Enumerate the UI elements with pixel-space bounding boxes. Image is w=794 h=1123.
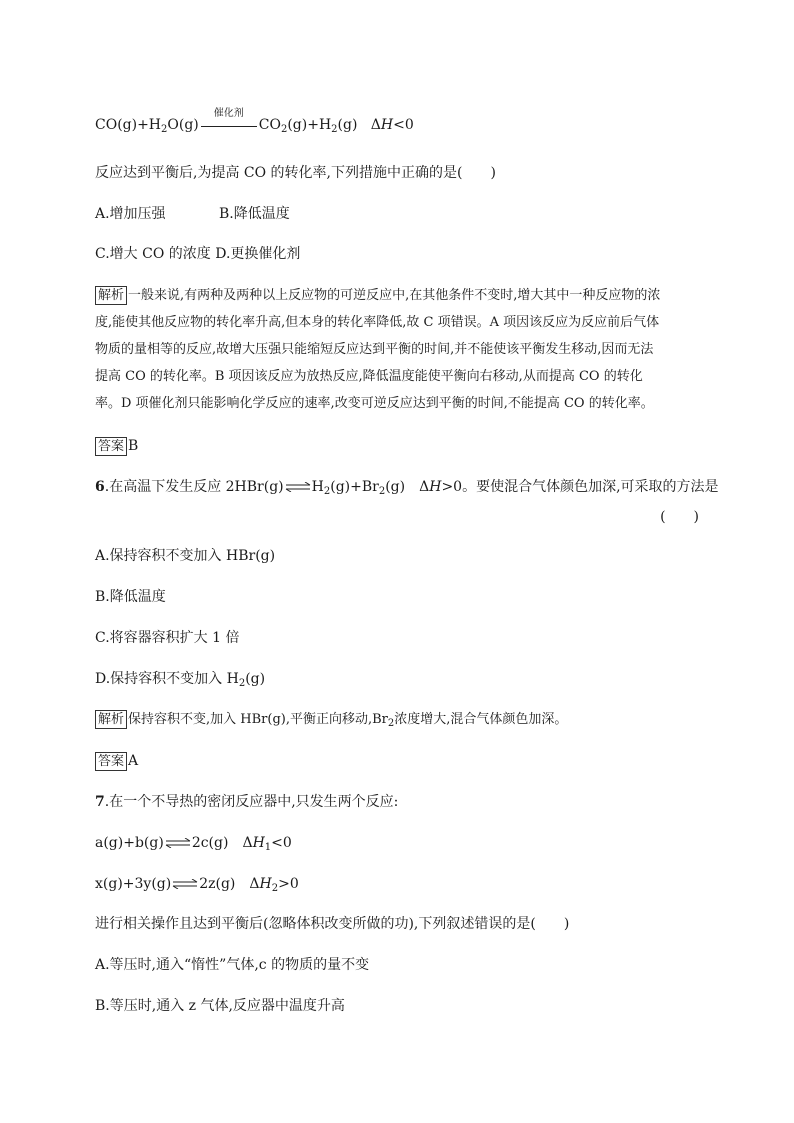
q5-answer-value: B <box>128 438 139 454</box>
equilibrium-arrow-icon <box>285 482 311 492</box>
q6-analysis: 解析 保持容积不变,加入 HBr(g),平衡正向移动$,Br_2$浓度增大,混合气体颜色加深。 <box>95 710 567 730</box>
q5-analysis-line-2: 度,能使其他反应物的转化率升高,但本身的转化率降低,故 C 项错误。A 项因该反应为反应前后气体 <box>95 315 660 330</box>
catalyst-arrow <box>201 108 257 132</box>
q5-analysis-line-3: 物质的量相等的反应,故增大压强只能缩短反应达到平衡的时间,并不能使该平衡发生移动,因而无法 <box>95 342 654 357</box>
q6-option-b: B.降低温度 <box>95 589 166 605</box>
equation-co-water: $CO(g)+H_2O(g)$ 催化剂 $CO_2(g)+H_2(g)$ ΔH<0 <box>95 108 414 135</box>
equilibrium-arrow-icon <box>165 838 191 848</box>
analysis-tag: 解析 <box>95 286 127 305</box>
q7-option-b: B.等压时,通入 z 气体,反应器中温度升高 <box>95 998 345 1014</box>
q5-option-b: B.降低温度 <box>219 206 290 222</box>
q5-answer <box>95 436 138 456</box>
q6-option-a: A.保持容积不变加入 HBr(g) <box>95 548 276 564</box>
q5-option-c: C.增大 CO 的浓度 <box>95 246 211 262</box>
q5-option-a: A.增加压强 <box>95 206 166 222</box>
q5-option-d: D.更换催化剂 <box>215 246 301 262</box>
q6-option-c: C.将容器容积扩大 1 倍 <box>95 630 240 646</box>
q6-answer-value: A <box>128 753 139 769</box>
q5-options-cd <box>95 244 300 264</box>
answer-tag: 答案 <box>95 437 127 456</box>
q5-analysis-line-4: 提高 CO 的转化率。B 项因该反应为放热反应,降低温度能使平衡向右移动,从而提高 CO 的转化 <box>95 369 643 384</box>
q5-analysis-line-1: 解析 一般来说,有两种及两种以上反应物的可逆反应中,在其他条件不变时,增大其中一种反应物的浓 <box>95 286 660 306</box>
q5-stem: 反应达到平衡后,为提高 CO 的转化率,下列措施中正确的是( ) <box>95 165 496 181</box>
q7-stem: 7.在一个不导热的密闭反应器中,只发生两个反应: <box>95 794 399 810</box>
q6-answer <box>95 751 138 771</box>
catalyst-label: 催化剂 <box>213 108 244 119</box>
q7-reaction-1: a(g)+b(g) 2c(g) $\Delta H_1<0$ <box>95 835 292 853</box>
q5-analysis-line-5: 率。D 项催化剂只能影响化学反应的速率,改变可逆反应达到平衡的时间,不能提高 CO 的转化率。 <box>95 396 654 411</box>
q7-reaction-2: x(g)+3y(g) 2z(g) $\Delta H_2>0$ <box>95 876 299 894</box>
equilibrium-arrow-icon <box>172 879 198 889</box>
q6-option-d: D.保持容积不变加入 $H_2(g)$ <box>95 671 266 689</box>
answer-tag: 答案 <box>95 752 127 771</box>
q6-answer-paren: ( ) <box>660 509 699 525</box>
q7-option-a: A.等压时,通入“惰性”气体,c 的物质的量不变 <box>95 957 370 973</box>
q7-stem-2: 进行相关操作且达到平衡后(忽略体积改变所做的功),下列叙述错误的是( ) <box>95 916 570 932</box>
q6-stem: 6.在高温下发生反应 2HBr(g) $H_2(g)+Br_2(g)$ ΔH>0。要使混合气体颜色加深,可采取的方法是 <box>95 479 719 497</box>
analysis-tag: 解析 <box>95 710 127 729</box>
q5-options-ab <box>95 204 290 224</box>
